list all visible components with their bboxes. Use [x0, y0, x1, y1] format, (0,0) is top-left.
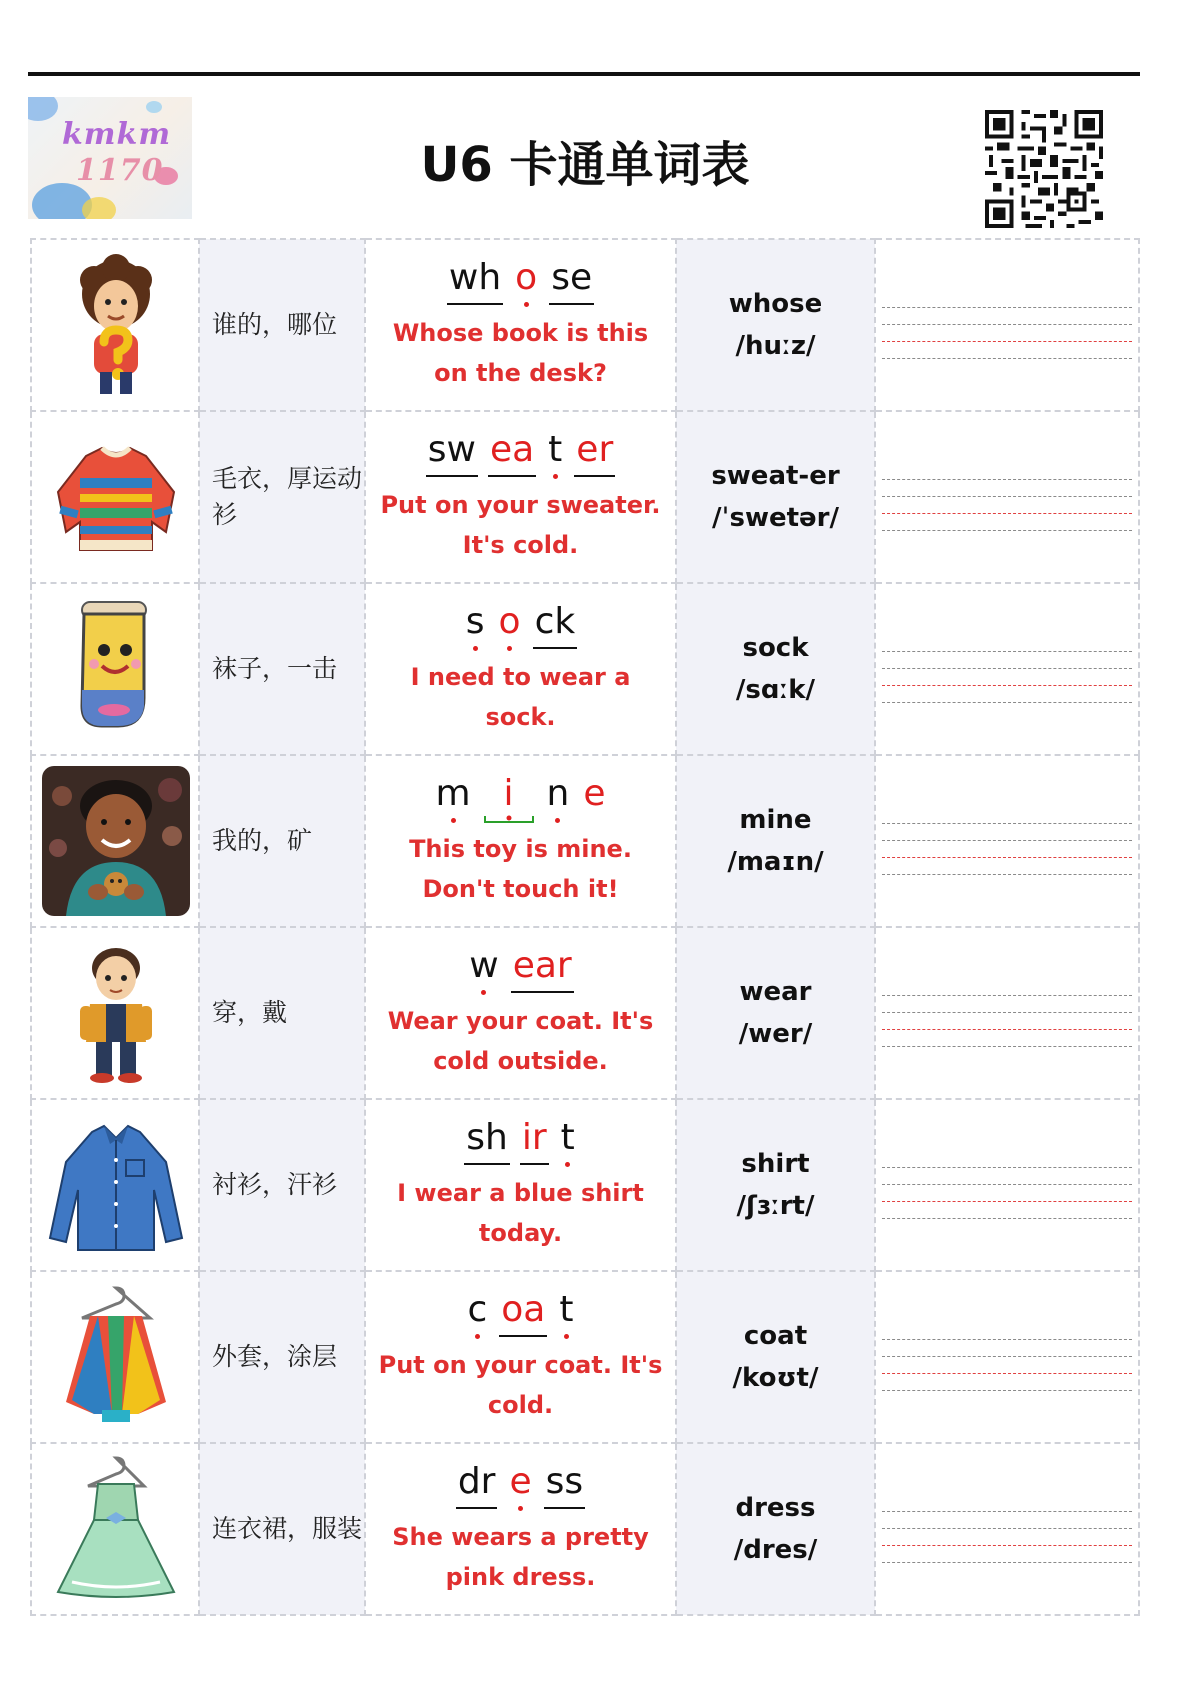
- spelling-cell: [365, 411, 676, 583]
- segment-text: t: [548, 429, 563, 470]
- word-segment: [433, 773, 472, 823]
- word-segment: [545, 773, 572, 823]
- table-row: [31, 1271, 1139, 1443]
- segment-text: er: [576, 429, 614, 470]
- segment-text: ear: [512, 945, 572, 986]
- word-segment: [488, 429, 536, 479]
- segment-mark: [507, 1505, 533, 1511]
- word-segments: [447, 257, 594, 307]
- practice-cell: [875, 1271, 1139, 1443]
- practice-line: [882, 479, 1132, 480]
- practice-line: [882, 1545, 1132, 1546]
- curly-hair-boy-question-mark-image: [42, 250, 190, 400]
- chinese-meaning: 袜子，一击: [199, 583, 365, 755]
- segment-mark: [433, 817, 472, 823]
- segment-text: oa: [501, 1289, 546, 1330]
- word-segments: [456, 1461, 585, 1511]
- practice-line: [882, 1562, 1132, 1563]
- word-cell: [676, 1443, 875, 1615]
- word-segments: [465, 1289, 575, 1339]
- picture-cell: [31, 927, 199, 1099]
- practice-line: [882, 651, 1132, 652]
- phonetic: /ˈswetər/: [712, 503, 839, 533]
- picture-cell: [31, 239, 199, 411]
- segment-mark: [520, 1161, 549, 1167]
- word-segment: [499, 1289, 547, 1339]
- word-segment: [447, 257, 503, 307]
- segment-mark: [574, 473, 615, 479]
- word-segment: [507, 1461, 533, 1511]
- word-segment: [464, 1117, 510, 1167]
- chinese-meaning: 连衣裙，服装: [199, 1443, 365, 1615]
- segment-mark: [533, 645, 578, 651]
- practice-line: [882, 530, 1132, 531]
- segment-mark: [488, 473, 536, 479]
- segment-mark: [497, 645, 523, 651]
- segment-text: e: [583, 773, 606, 814]
- word-segment: [513, 257, 539, 307]
- practice-cell: [875, 1443, 1139, 1615]
- practice-line: [882, 1356, 1132, 1357]
- vocab-table: [30, 238, 1140, 1616]
- spelling-cell: [365, 927, 676, 1099]
- word-segment: [511, 945, 574, 995]
- segment-text: t: [559, 1289, 574, 1330]
- segment-text: s: [465, 601, 485, 642]
- example-sentence: Put on your coat. It's cold.: [378, 1351, 663, 1419]
- word: whose: [728, 289, 823, 319]
- practice-cell: [875, 583, 1139, 755]
- practice-line: [882, 823, 1132, 824]
- practice-line: [882, 857, 1132, 858]
- green-dress-on-hanger-image: [42, 1454, 190, 1604]
- word-cell: [676, 927, 875, 1099]
- spelling-cell: [365, 755, 676, 927]
- segment-text: o: [515, 257, 538, 298]
- spelling-cell: [365, 583, 676, 755]
- practice-line: [882, 1511, 1132, 1512]
- knitted-sweater-image: [42, 422, 190, 572]
- blue-shirt-image: [42, 1110, 190, 1260]
- segment-mark: [557, 1333, 575, 1339]
- example-sentence: I need to wear a sock.: [410, 663, 631, 731]
- phonetic: /maɪn/: [727, 847, 824, 877]
- practice-cell: [875, 411, 1139, 583]
- word: shirt: [741, 1149, 810, 1179]
- practice-line: [882, 702, 1132, 703]
- qr-code: [985, 110, 1103, 228]
- word: wear: [739, 977, 812, 1007]
- practice-line: [882, 1012, 1132, 1013]
- segment-text: ea: [489, 429, 535, 470]
- segment-mark: [465, 1333, 489, 1339]
- practice-line: [882, 685, 1132, 686]
- word-segment: [520, 1117, 549, 1167]
- chinese-meaning: 毛衣，厚运动衫: [199, 411, 365, 583]
- picture-cell: [31, 1271, 199, 1443]
- practice-line: [882, 324, 1132, 325]
- word-segment: [426, 429, 478, 479]
- segment-mark: [511, 989, 574, 995]
- word-cell: [676, 1271, 875, 1443]
- chinese-meaning: 我的，矿: [199, 755, 365, 927]
- boy-in-jacket-image: [42, 938, 190, 1088]
- picture-cell: [31, 1443, 199, 1615]
- segment-mark: [464, 1161, 510, 1167]
- word-segment: [581, 773, 607, 823]
- segment-text: ir: [521, 1117, 547, 1158]
- segment-text: dr: [457, 1461, 496, 1502]
- segment-text: sw: [427, 429, 476, 470]
- practice-line: [882, 1167, 1132, 1168]
- segment-text: c: [467, 1289, 488, 1330]
- example-sentence: Wear your coat. It's cold outside.: [387, 1007, 654, 1075]
- word-segment: [456, 1461, 498, 1511]
- example-sentence: This toy is mine. Don't touch it!: [409, 835, 632, 903]
- word-segment: [533, 601, 578, 651]
- segment-text: o: [498, 601, 521, 642]
- segment-mark: [513, 301, 539, 307]
- practice-line: [882, 1046, 1132, 1047]
- table-row: [31, 583, 1139, 755]
- segment-mark: [545, 817, 572, 823]
- word: sock: [742, 633, 809, 663]
- spelling-cell: [365, 1271, 676, 1443]
- word-cell: [676, 583, 875, 755]
- segment-mark: [559, 1161, 577, 1167]
- word-segments: [467, 945, 573, 995]
- segment-mark: [467, 989, 500, 995]
- segment-mark: [464, 645, 487, 651]
- spelling-cell: [365, 1443, 676, 1615]
- practice-line: [882, 1390, 1132, 1391]
- segment-text: se: [551, 257, 593, 298]
- top-rule: [28, 72, 1140, 76]
- practice-line: [882, 358, 1132, 359]
- word-segments: [433, 773, 607, 823]
- word: mine: [739, 805, 812, 835]
- practice-line: [882, 1184, 1132, 1185]
- segment-mark: [483, 817, 535, 823]
- spelling-cell: [365, 1099, 676, 1271]
- practice-line: [882, 840, 1132, 841]
- segment-mark: [544, 1505, 586, 1511]
- word-cell: [676, 1099, 875, 1271]
- word-cell: [676, 411, 875, 583]
- logo: [28, 97, 192, 219]
- word-segment: [574, 429, 615, 479]
- word-segment: [544, 1461, 586, 1511]
- colorful-coat-on-hanger-image: [42, 1282, 190, 1432]
- segment-text: n: [546, 773, 570, 814]
- practice-cell: [875, 239, 1139, 411]
- practice-line: [882, 995, 1132, 996]
- phonetic: /ʃɜːrt/: [736, 1191, 815, 1221]
- segment-mark: [426, 473, 478, 479]
- cartoon-sock-image: [42, 594, 190, 744]
- practice-line: [882, 668, 1132, 669]
- word-segment: [559, 1117, 577, 1167]
- practice-line: [882, 1373, 1132, 1374]
- logo-text-line-1: kmkm: [62, 117, 172, 152]
- segment-text: ck: [534, 601, 576, 642]
- chinese-meaning: 衬衫，汗衫: [199, 1099, 365, 1271]
- word-segment: [546, 429, 564, 479]
- practice-line: [882, 341, 1132, 342]
- table-row: [31, 755, 1139, 927]
- segment-mark: [546, 473, 564, 479]
- segment-text: sh: [466, 1117, 508, 1158]
- practice-line: [882, 1201, 1132, 1202]
- word-cell: [676, 239, 875, 411]
- example-sentence: Whose book is this on the desk?: [392, 319, 649, 387]
- table-row: [31, 1443, 1139, 1615]
- segment-text: wh: [448, 257, 502, 298]
- segment-text: t: [560, 1117, 575, 1158]
- phonetic: /huːz/: [735, 331, 816, 361]
- table-row: [31, 927, 1139, 1099]
- segment-mark: [581, 817, 607, 823]
- word-segments: [464, 601, 577, 651]
- example-sentence: I wear a blue shirt today.: [397, 1179, 644, 1247]
- example-sentence: She wears a pretty pink dress.: [392, 1523, 649, 1591]
- segment-text: ss: [545, 1461, 584, 1502]
- word-segment: [467, 945, 500, 995]
- table-row: [31, 1099, 1139, 1271]
- boy-holding-toy-image: [42, 766, 190, 916]
- chinese-meaning: 外套，涂层: [199, 1271, 365, 1443]
- practice-cell: [875, 755, 1139, 927]
- spelling-cell: [365, 239, 676, 411]
- practice-line: [882, 1528, 1132, 1529]
- picture-cell: [31, 411, 199, 583]
- segment-text: m: [435, 773, 471, 814]
- picture-cell: [31, 583, 199, 755]
- example-sentence: Put on your sweater. It's cold.: [380, 491, 661, 559]
- segment-mark: [456, 1505, 498, 1511]
- practice-line: [882, 1029, 1132, 1030]
- practice-line: [882, 1339, 1132, 1340]
- practice-line: [882, 307, 1132, 308]
- chinese-meaning: 谁的，哪位: [199, 239, 365, 411]
- word-segment: [557, 1289, 575, 1339]
- logo-text-line-2: 1170: [76, 153, 164, 188]
- word: coat: [743, 1321, 808, 1351]
- phonetic: /wer/: [738, 1019, 813, 1049]
- phonetic: /koʊt/: [732, 1363, 819, 1393]
- segment-mark: [549, 301, 594, 307]
- practice-cell: [875, 927, 1139, 1099]
- page-title: U6 卡通单词表: [420, 137, 750, 193]
- practice-line: [882, 513, 1132, 514]
- word-segment: [497, 601, 523, 651]
- chinese-meaning: 穿，戴: [199, 927, 365, 1099]
- segment-mark: [447, 301, 503, 307]
- word: dress: [735, 1493, 816, 1523]
- word-segment: [464, 601, 487, 651]
- word: sweat-er: [711, 461, 840, 491]
- picture-cell: [31, 1099, 199, 1271]
- table-row: [31, 239, 1139, 411]
- segment-text: w: [469, 945, 499, 986]
- word-segments: [426, 429, 616, 479]
- segment-text: e: [509, 1461, 532, 1502]
- table-row: [31, 411, 1139, 583]
- practice-line: [882, 496, 1132, 497]
- practice-line: [882, 1218, 1132, 1219]
- word-cell: [676, 755, 875, 927]
- practice-line: [882, 874, 1132, 875]
- segment-mark: [499, 1333, 547, 1339]
- word-segments: [464, 1117, 577, 1167]
- phonetic: /dres/: [733, 1535, 818, 1565]
- word-segment: [483, 773, 535, 823]
- practice-cell: [875, 1099, 1139, 1271]
- segment-text: i: [503, 773, 514, 814]
- word-segment: [465, 1289, 489, 1339]
- picture-cell: [31, 755, 199, 927]
- phonetic: /sɑːk/: [735, 675, 816, 705]
- word-segment: [549, 257, 594, 307]
